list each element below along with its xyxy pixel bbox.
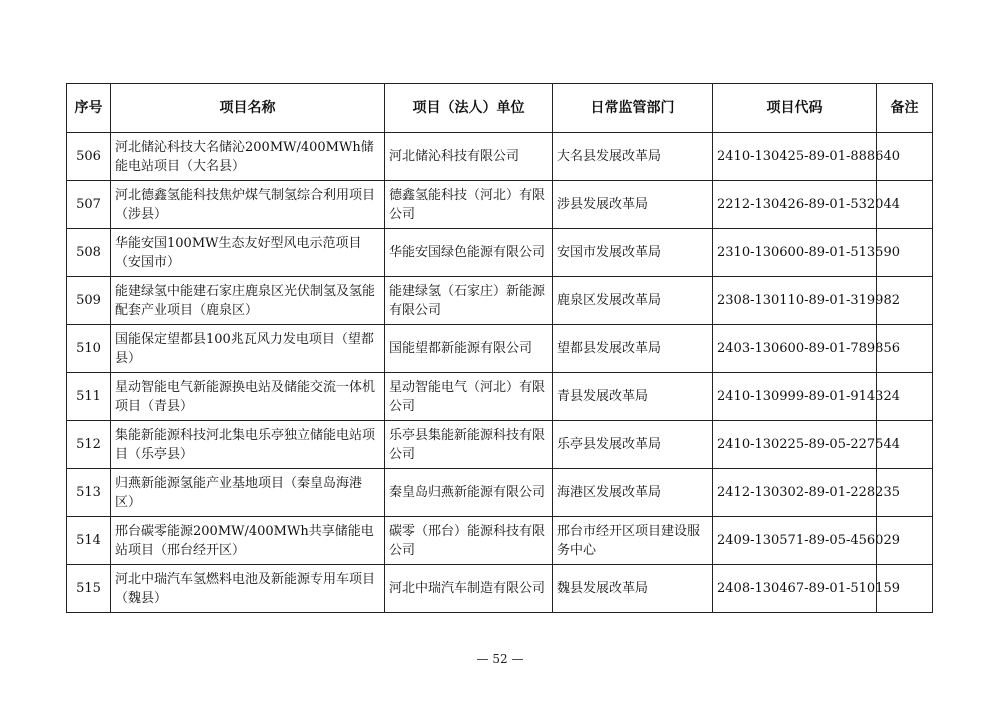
cell-code: 2310-130600-89-01-513590 xyxy=(713,229,877,277)
table-row xyxy=(67,421,933,469)
cell-dept: 安国市发展改革局 xyxy=(553,229,713,277)
header-note: 备注 xyxy=(877,84,933,133)
cell-name: 华能安国100MW生态友好型风电示范项目（安国市） xyxy=(111,229,385,277)
table-row xyxy=(67,517,933,565)
cell-unit: 乐亭县集能新能源科技有限公司 xyxy=(385,421,553,469)
cell-no: 508 xyxy=(67,229,111,277)
cell-dept: 涉县发展改革局 xyxy=(553,181,713,229)
cell-code: 2403-130600-89-01-789856 xyxy=(713,325,877,373)
cell-no: 509 xyxy=(67,277,111,325)
cell-name: 星动智能电气新能源换电站及储能交流一体机项目（青县） xyxy=(111,373,385,421)
cell-name: 能建绿氢中能建石家庄鹿泉区光伏制氢及氢能配套产业项目（鹿泉区） xyxy=(111,277,385,325)
cell-code: 2410-130225-89-05-227544 xyxy=(713,421,877,469)
cell-code: 2409-130571-89-05-456029 xyxy=(713,517,877,565)
cell-no: 513 xyxy=(67,469,111,517)
cell-dept: 邢台市经开区项目建设服务中心 xyxy=(553,517,713,565)
cell-dept: 魏县发展改革局 xyxy=(553,565,713,613)
table-row xyxy=(67,277,933,325)
cell-dept: 大名县发展改革局 xyxy=(553,133,713,181)
table-row xyxy=(67,373,933,421)
cell-dept: 海港区发展改革局 xyxy=(553,469,713,517)
cell-no: 510 xyxy=(67,325,111,373)
table-row xyxy=(67,325,933,373)
table-row xyxy=(67,565,933,613)
cell-dept: 望都县发展改革局 xyxy=(553,325,713,373)
cell-unit: 河北中瑞汽车制造有限公司 xyxy=(385,565,553,613)
table-header xyxy=(67,84,933,133)
cell-code: 2410-130999-89-01-914324 xyxy=(713,373,877,421)
table-row xyxy=(67,181,933,229)
cell-unit: 能建绿氢（石家庄）新能源有限公司 xyxy=(385,277,553,325)
cell-unit: 华能安国绿色能源有限公司 xyxy=(385,229,553,277)
cell-name: 邢台碳零能源200MW/400MWh共享储能电站项目（邢台经开区） xyxy=(111,517,385,565)
cell-unit: 碳零（邢台）能源科技有限公司 xyxy=(385,517,553,565)
cell-unit: 秦皇岛归燕新能源有限公司 xyxy=(385,469,553,517)
cell-no: 514 xyxy=(67,517,111,565)
cell-dept: 乐亭县发展改革局 xyxy=(553,421,713,469)
header-unit: 项目（法人）单位 xyxy=(385,84,553,133)
header-dept: 日常监管部门 xyxy=(553,84,713,133)
cell-code: 2308-130110-89-01-319982 xyxy=(713,277,877,325)
page-number: — 52 — xyxy=(476,652,524,666)
cell-no: 506 xyxy=(67,133,111,181)
cell-code: 2212-130426-89-01-532044 xyxy=(713,181,877,229)
cell-unit: 国能望都新能源有限公司 xyxy=(385,325,553,373)
header-no: 序号 xyxy=(67,84,111,133)
cell-no: 511 xyxy=(67,373,111,421)
cell-dept: 鹿泉区发展改革局 xyxy=(553,277,713,325)
table-body xyxy=(67,133,933,613)
table-row xyxy=(67,133,933,181)
table-row xyxy=(67,469,933,517)
cell-unit: 德鑫氢能科技（河北）有限公司 xyxy=(385,181,553,229)
cell-code: 2408-130467-89-01-510159 xyxy=(713,565,877,613)
cell-no: 515 xyxy=(67,565,111,613)
header-code: 项目代码 xyxy=(713,84,877,133)
cell-name: 国能保定望都县100兆瓦风力发电项目（望都县） xyxy=(111,325,385,373)
cell-unit: 河北储沁科技有限公司 xyxy=(385,133,553,181)
cell-code: 2410-130425-89-01-888640 xyxy=(713,133,877,181)
cell-name: 河北中瑞汽车氢燃料电池及新能源专用车项目（魏县） xyxy=(111,565,385,613)
cell-dept: 青县发展改革局 xyxy=(553,373,713,421)
header-row xyxy=(67,84,933,133)
cell-name: 归燕新能源氢能产业基地项目（秦皇岛海港区） xyxy=(111,469,385,517)
cell-name: 河北储沁科技大名储沁200MW/400MWh储能电站项目（大名县） xyxy=(111,133,385,181)
cell-unit: 星动智能电气（河北）有限公司 xyxy=(385,373,553,421)
cell-name: 集能新能源科技河北集电乐亭独立储能电站项目（乐亭县） xyxy=(111,421,385,469)
table-row xyxy=(67,229,933,277)
cell-name: 河北德鑫氢能科技焦炉煤气制氢综合利用项目（涉县） xyxy=(111,181,385,229)
project-table xyxy=(66,83,933,613)
header-name: 项目名称 xyxy=(111,84,385,133)
cell-code: 2412-130302-89-01-228235 xyxy=(713,469,877,517)
cell-no: 512 xyxy=(67,421,111,469)
cell-no: 507 xyxy=(67,181,111,229)
